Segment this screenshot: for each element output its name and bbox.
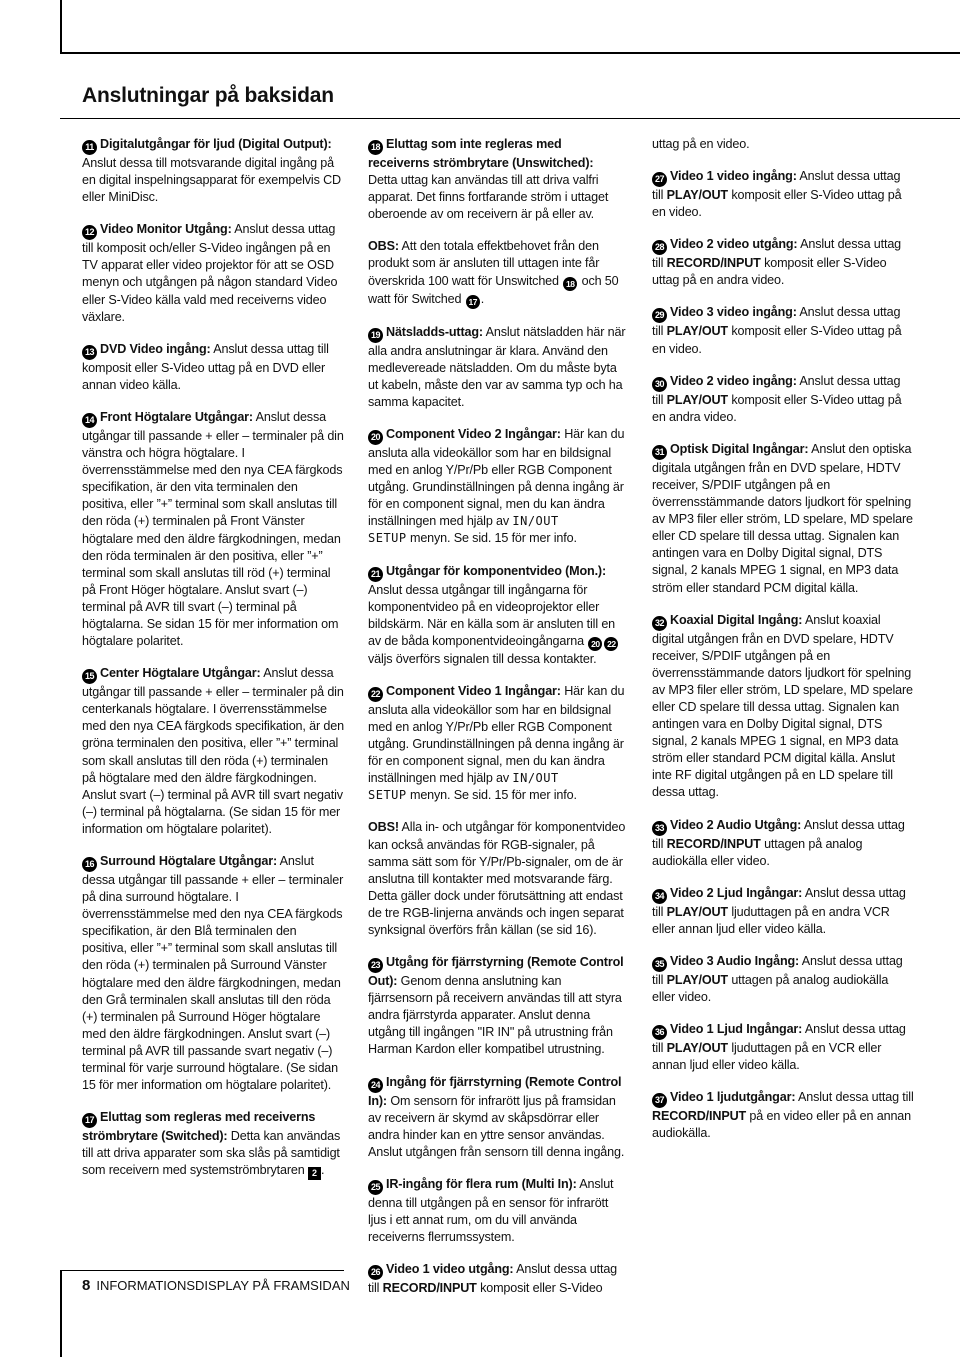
note-obs-power	[368, 238, 626, 308]
number-badge: 14	[82, 413, 97, 428]
section-23	[368, 954, 626, 1058]
note-obs-rgb	[368, 819, 626, 939]
reference-badge: 20	[588, 637, 602, 651]
number-badge: 25	[368, 1180, 383, 1195]
section-30	[652, 373, 914, 426]
section-text: Anslut dessa utgångar till passande + eller – terminaler på dina surround högtalare. I överrensstämmelse med den nya CEA färgkods specifikation, är den Blå terminalen den positiva, eller ”+” terminal som skall anslutas till den röda (+) terminalen på Surround Vänster högtalare med den äldre färgkodningen, medan den Grå terminalen skall anslutas till den röda (+) terminalen på Surround Höger högtalare med den äldre färgkodningen. Anslut svart (–) terminal på AVR till passande svart negativ (–) terminal för varje surround högtalare. (Se sidan 15 för mer information om högtalare polaritet).	[82, 854, 344, 1093]
section-21	[368, 563, 626, 668]
section-text-end: komposit eller S-Video uttag på en andra video.	[652, 256, 887, 288]
menu-code-setup: SETUP	[368, 531, 407, 546]
section-text: Genom denna anslutning kan fjärrsensorn på receivern användas till att styra andra fjärrstyrda apparater. Anslut denna utgång till ingången "IR IN" på utrustning från Harman Kardon eller kompatibel utrustning.	[368, 974, 622, 1057]
section-14	[82, 409, 344, 650]
section-heading: Video 1 video utgång:	[386, 1262, 514, 1277]
number-badge: 21	[368, 567, 383, 582]
section-text: Anslut dessa uttag till	[652, 237, 902, 271]
section-13	[82, 341, 344, 394]
section-heading: Video Monitor Utgång:	[100, 222, 232, 237]
section-33	[652, 817, 914, 870]
section-22	[368, 683, 626, 805]
section-text-end: på en video eller på en annan audiokälla.	[652, 1109, 912, 1141]
section-18	[368, 136, 626, 223]
section-text: Anslut dessa utgångar till ingångarna för komponentvideo på en videoprojektor eller bildskärm. När en källa som är ansluten till en av de båda komponentvideoingångarna	[368, 582, 616, 648]
section-text-end: komposit eller S-Video uttag på en video.	[652, 324, 902, 356]
section-36	[652, 1021, 914, 1074]
section-35	[652, 953, 914, 1006]
section-text-end: komposit eller S-Video uttag på en video.	[652, 188, 902, 220]
number-badge: 13	[82, 345, 97, 360]
section-text: Anslut dessa uttag till	[795, 1090, 914, 1105]
section-text: Anslut dessa uttag till komposit eller S-Video uttag på en DVD eller annan video källa.	[82, 341, 329, 392]
number-badge: 23	[368, 958, 383, 973]
section-text-end: menyn. Se sid. 15 för mer info.	[406, 531, 577, 546]
section-text-end: uttagen på analog audiokälla eller video.	[652, 836, 863, 868]
number-badge: 33	[652, 821, 667, 836]
section-heading: Video 2 Audio Utgång:	[670, 817, 802, 832]
number-badge: 37	[652, 1093, 667, 1108]
jack-label: PLAY/OUT	[666, 324, 728, 339]
note-text: och 50 watt för Switched	[368, 273, 619, 306]
menu-code-in-out: IN/OUT	[512, 514, 559, 529]
section-text-end: komposit eller S-Video	[476, 1281, 603, 1296]
section-20	[368, 426, 626, 548]
jack-label: RECORD/INPUT	[652, 1109, 747, 1124]
section-text: Här kan du ansluta alla videokällor som har en bildsignal med en anlog Y/Pr/Pb eller RGB Component utgång. Grundinställningen på denna ingång är för en component signal, men du kan ändra inställningen med hjälp av	[368, 426, 625, 529]
section-17	[82, 1109, 344, 1180]
section-heading: Center Högtalare Utgångar:	[100, 666, 261, 681]
section-heading: Video 3 Audio Ingång:	[670, 953, 800, 968]
jack-label: PLAY/OUT	[666, 1041, 728, 1056]
section-text: Anslut dessa uttag till	[652, 169, 901, 203]
section-heading: Front Högtalare Utgångar:	[100, 409, 253, 424]
note-text: Att den totala effektbehovet från den produkt som är ansluten till uttagen inte får överskrida 100 watt för Unswitched	[368, 239, 600, 288]
number-badge: 16	[82, 857, 97, 872]
section-text: Anslut dessa uttag till komposit och/eller S-Video ingången på en TV apparat eller video projektor för att se OSD menyn och utgången på någon standard Video eller S-Video källa vald med receiverns video växlare.	[82, 222, 338, 324]
section-text-end: menyn. Se sid. 15 för mer info.	[406, 788, 577, 803]
section-text-end: komposit eller S-Video uttag på en andra video.	[652, 392, 902, 424]
jack-label: RECORD/INPUT	[666, 256, 761, 271]
reference-badge: 2	[308, 1167, 321, 1180]
section-heading: Nätsladds-uttag:	[386, 324, 483, 339]
number-badge: 19	[368, 328, 383, 343]
section-heading: Video 1 Ljud Ingångar:	[670, 1022, 803, 1037]
section-27	[652, 168, 914, 221]
reference-badge: 22	[604, 637, 618, 651]
section-text-end: ljuduttagen på en andra VCR eller annan ljud eller video källa.	[652, 904, 890, 936]
section-text: Anslut nätsladden här när alla andra anslutningar är klara. Använd den medlevereade nätsladden. Om du måste byta ut kabeln, måste den var av samma typ och ha samma kapacitet.	[368, 324, 626, 409]
section-heading: Utgångar för komponentvideo (Mon.):	[386, 563, 607, 578]
number-badge: 28	[652, 240, 667, 255]
jack-label: PLAY/OUT	[666, 188, 728, 203]
number-badge: 32	[652, 616, 667, 631]
title-rule	[60, 118, 960, 119]
section-heading: Utgång för fjärrstyrning (Remote Control Out):	[368, 955, 624, 989]
section-16	[82, 853, 344, 1094]
section-11	[82, 136, 344, 206]
jack-label: PLAY/OUT	[666, 392, 728, 407]
menu-code-in-out: IN/OUT	[512, 771, 559, 786]
section-heading: Koaxial Digital Ingång:	[670, 612, 803, 627]
section-heading: Video 2 Ljud Ingångar:	[670, 885, 803, 900]
section-text: uttag på en video.	[652, 137, 750, 151]
section-text: Om sensorn för infrarött ljus på framsidan av receivern är skymd av skåpsdörrar eller andra hinder kan en yttre sensor användas. Anslut utgången från sensorn till denna ingång.	[368, 1093, 625, 1159]
section-text-end: väljs överförs signalen till dessa kontakter.	[368, 651, 597, 666]
section-text-end: .	[320, 1163, 325, 1178]
reference-badge: 17	[466, 295, 480, 309]
section-heading: Component Video 2 Ingångar:	[386, 426, 561, 441]
section-28	[652, 236, 914, 289]
section-19	[368, 324, 626, 411]
jack-label: PLAY/OUT	[666, 904, 728, 919]
page-footer	[82, 1277, 350, 1294]
section-text-end: ljuduttagen på en VCR eller annan ljud eller video källa.	[652, 1041, 882, 1073]
jack-label: PLAY/OUT	[666, 972, 728, 987]
page-title: Anslutningar på baksidan	[82, 84, 334, 107]
number-badge: 24	[368, 1078, 383, 1093]
section-heading: Video 3 video ingång:	[670, 305, 797, 320]
number-badge: 30	[652, 377, 667, 392]
section-heading: Eluttag som inte regleras med receiverns strömbrytare (Unswitched):	[368, 137, 594, 170]
section-text: Anslut dessa uttag till	[652, 305, 901, 339]
section-25	[368, 1176, 626, 1246]
number-badge: 20	[368, 430, 383, 445]
section-32	[652, 612, 914, 802]
section-text: Anslut dessa till motsvarande digital ingång på en digital inspelningsapparat för exempelvis CD eller MiniDisc.	[82, 156, 341, 205]
number-badge: 17	[82, 1113, 97, 1128]
number-badge: 27	[652, 172, 667, 187]
menu-code-setup: SETUP	[368, 788, 407, 803]
note-label: OBS!	[368, 820, 399, 835]
section-29	[652, 304, 914, 357]
column-3	[652, 136, 914, 1157]
section-text: Detta uttag kan användas till att driva valfri apparat. Det finns fortfarande ström i uttaget oberoende av om receivern är på eller av.	[368, 173, 609, 222]
section-heading: Video 1 video ingång:	[670, 169, 797, 184]
section-text: Anslut dessa utgångar till passande + eller – terminaler på din centerkanals högtalare. I överrensstämmelse med den nya CEA färgkods specifikation, är den gröna terminalen den positiva, eller ”+” terminal som skall anslutas till den röda (+) terminalen på högtalare med den äldre färgkodningen. Anslut svart (–) terminal på AVR till svart negativ (–) terminal på högtalarna. (Se sidan 15 för mer information om högtalare polaritet).	[82, 666, 344, 836]
section-26	[368, 1261, 626, 1297]
number-badge: 15	[82, 669, 97, 684]
footer-horizontal-rule	[60, 1270, 344, 1271]
number-badge: 18	[368, 140, 383, 155]
section-text: Här kan du ansluta alla videokällor som har en bildsignal med en anlog Y/Pr/Pb eller RGB Component utgång. Grundinställningen på denna ingång är för en component signal, men du kan ändra inställningen med hjälp av	[368, 683, 625, 786]
note-label: OBS:	[368, 239, 399, 254]
section-text-end: uttagen på analog audiokälla eller video.	[652, 972, 889, 1004]
section-34	[652, 885, 914, 938]
section-text: Anslut dessa uttag till	[652, 1022, 906, 1056]
section-12	[82, 221, 344, 325]
section-heading: Digitalutgångar för ljud (Digital Output):	[100, 137, 332, 151]
number-badge: 34	[652, 889, 667, 904]
section-heading: Ingång för fjärrstyrning (Remote Control In):	[368, 1074, 622, 1108]
page-number: 8	[82, 1277, 91, 1294]
column-1	[82, 136, 344, 1195]
section-text: Anslut dessa uttag till	[652, 817, 905, 851]
section-heading: Eluttag som regleras med receiverns strömbrytare (Switched):	[82, 1110, 316, 1144]
section-text: Anslut denna till utgången på en sensor för infrarött ljus i ett annat rum, om du vill använda receiverns flerrumssystem.	[368, 1176, 614, 1245]
section-24	[368, 1074, 626, 1161]
footer-vertical-rule	[60, 1270, 62, 1357]
note-text-end: .	[480, 291, 485, 306]
section-text: Anslut dessa uttag till	[652, 885, 906, 919]
number-badge: 31	[652, 445, 667, 460]
section-text: Anslut den optiska digitala utgången från en DVD spelare, HDTV receiver, S/PDIF utgången på en överrensstämmande dators ljudkort för spelning av MP3 filer eller ström, LD spelare, MD spelare eller CD spelare till dessa uttag. Signalen kan antingen vara en Dolby Digital signal, DTS signal, 2 kanals MPEG 1 signal, en MP3 data ström eller standard PCM digital källa.	[652, 441, 913, 595]
section-text: Anslut dessa uttag till	[652, 373, 901, 407]
section-26-continued	[652, 136, 914, 153]
section-heading: Component Video 1 Ingångar:	[386, 683, 561, 698]
section-heading: Video 2 video ingång:	[670, 373, 797, 388]
section-text: Detta kan användas till att driva apparater som ska slås på samtidigt som receivern med systemströmbrytaren	[82, 1129, 341, 1178]
section-text: Anslut dessa uttag till	[368, 1262, 618, 1296]
number-badge: 29	[652, 308, 667, 323]
number-badge: 11	[82, 140, 97, 155]
number-badge: 22	[368, 687, 383, 702]
section-15	[82, 665, 344, 838]
section-heading: Optisk Digital Ingångar:	[670, 441, 809, 456]
column-2	[368, 136, 626, 1312]
number-badge: 35	[652, 957, 667, 972]
top-vertical-rule	[60, 0, 62, 54]
section-heading: Surround Högtalare Utgångar:	[100, 854, 278, 868]
top-horizontal-rule	[60, 52, 960, 54]
reference-badge: 18	[563, 277, 577, 291]
section-heading: Video 2 video utgång:	[670, 237, 798, 252]
section-37	[652, 1089, 914, 1142]
section-heading: Video 1 ljudutgångar:	[670, 1090, 796, 1105]
number-badge: 12	[82, 225, 97, 240]
section-31	[652, 441, 914, 597]
note-text: Alla in- och utgångar för komponentvideo kan också användas för RGB-signaler, på samma sätt som för Y/Pr/Pb-signaler, om de är anslutna till kontakter med motsvarande färg. Detta gäller dock under förutsättning att endast de tre RGB-linjerna används och ingen separat synksignal överförs från källan (se sid 16).	[368, 820, 626, 937]
section-heading: IR-ingång för flera rum (Multi In):	[386, 1176, 577, 1191]
section-text: Anslut dessa uttag till	[652, 953, 903, 987]
footer-section-title: INFORMATIONSDISPLAY PÅ FRAMSIDAN	[96, 1278, 350, 1293]
section-text: Anslut dessa utgångar till passande + eller – terminaler på din vänstra och högra högtalare. I överrensstämmelse med den nya CEA färgkods specifikation, är den vita terminalen den positiva, eller ”+” terminal som skall anslutas till den röda (+) terminalen på Front Vänster högtalare med den äldre färgkodningen, medan den röda terminalen är den positiva, eller ”+” terminal som skall anslutas till röd (+) terminal på Front Höger högtalare. Anslut svart (–) terminal på AVR till svart (–) terminal på högtalarna. Se sidan 15 för mer information om högtalare polaritet.	[82, 409, 344, 649]
number-badge: 36	[652, 1025, 667, 1040]
jack-label: RECORD/INPUT	[666, 836, 761, 851]
section-text: Anslut koaxial digital utgången från en DVD spelare, HDTV receiver, S/PDIF utgången på en överrensstämmande dators ljudkort för spelning av MP3 filer eller ström, LD spelare, MD spelare eller CD spelare till dessa uttag. Signalen kan antingen vara en Dolby Digital signal, DTS signal, 2 kanals MPEG 1 signal, en MP3 data ström eller standard PCM digital källa. Anslut inte RF digital utgången på en LD spelare till dessa uttag.	[652, 612, 913, 800]
section-heading: DVD Video ingång:	[100, 341, 211, 356]
jack-label: RECORD/INPUT	[382, 1281, 477, 1296]
number-badge: 26	[368, 1265, 383, 1280]
